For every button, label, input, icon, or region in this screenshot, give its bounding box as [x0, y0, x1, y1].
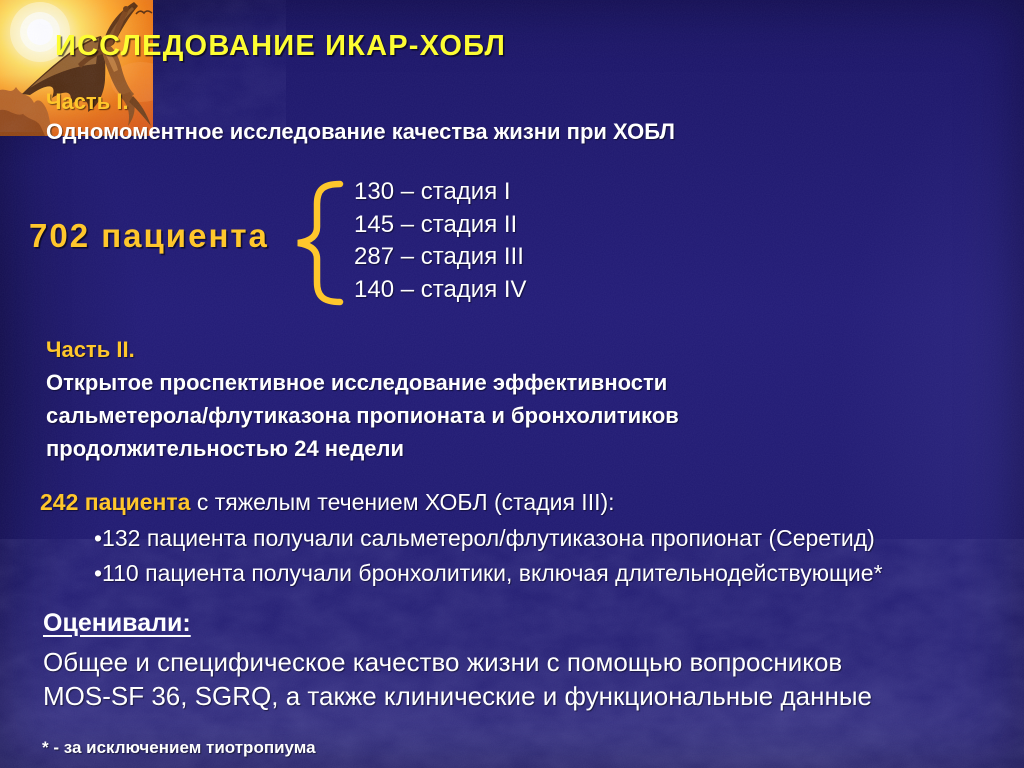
patients-total-label: 702 пациента	[29, 217, 269, 254]
assessed-line: Общее и специфическое качество жизни с помощью вопросников	[43, 647, 843, 677]
icarus-sun-image	[0, 0, 153, 136]
part2-description	[46, 366, 679, 465]
assessed-text	[43, 645, 872, 713]
cohort-line	[40, 489, 615, 516]
part2-description-line: продолжительностью 24 недели	[46, 436, 405, 461]
part1-subtitle: Одномоментное исследование качества жизни при ХОБЛ	[46, 119, 675, 144]
stage-breakdown-list	[354, 176, 527, 306]
assessed-heading: Оценивали:	[43, 609, 191, 637]
assessed-line: MOS-SF 36, SGRQ, а также клинические и функциональные данные	[43, 681, 872, 711]
stage-item: 287 – стадия III	[354, 243, 524, 270]
part2-description-line: сальметерола/флутиказона пропионата и бронхолитиков	[46, 403, 679, 428]
cohort-bullet-list	[94, 521, 883, 591]
bullet-item: •132 пациента получали сальметерол/флутиказона пропионат (Серетид)	[94, 525, 875, 551]
part2-heading: Часть II.	[46, 337, 135, 362]
cohort-rest-text: с тяжелым течением ХОБЛ (стадия III):	[190, 489, 615, 515]
stage-item: 140 – стадия IV	[354, 275, 527, 303]
curly-brace-icon	[290, 180, 344, 306]
part1-heading: Часть I.	[46, 89, 129, 114]
stage-item: 145 – стадия II	[354, 210, 518, 238]
footnote: * - за исключением тиотропиума	[42, 738, 316, 757]
part2-description-line: Открытое проспективное исследование эффективности	[46, 370, 668, 395]
slide-title: ИССЛЕДОВАНИЕ ИКАР-ХОБЛ	[55, 30, 507, 62]
cohort-count-highlight: 242 пациента	[40, 489, 191, 515]
stage-item: 130 – стадия I	[354, 178, 511, 205]
bullet-item: •110 пациента получали бронхолитики, включая длительнодействующие*	[94, 560, 883, 586]
